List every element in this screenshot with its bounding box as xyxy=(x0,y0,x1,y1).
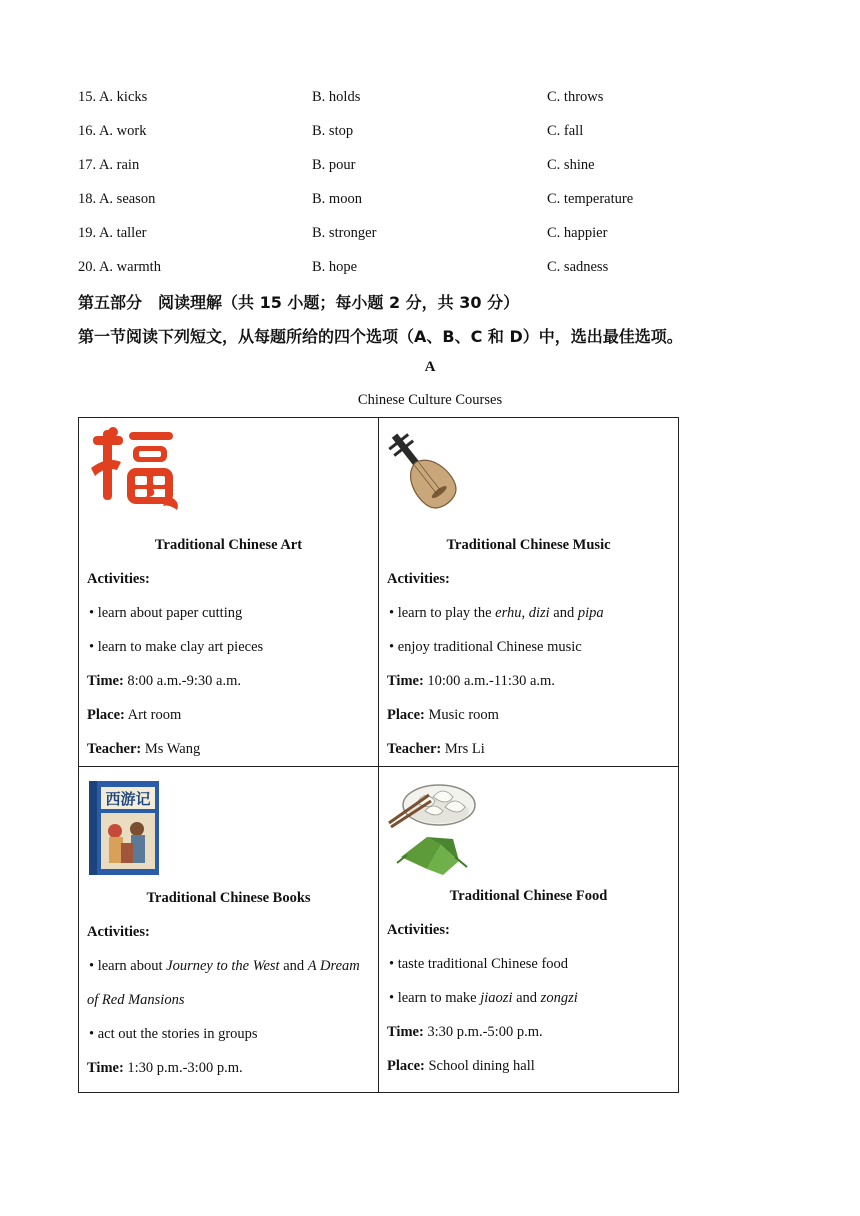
activity-item: • learn to make clay art pieces xyxy=(89,639,264,655)
option-a: 15. A. kicks xyxy=(78,89,148,105)
option-row-16 xyxy=(78,123,778,143)
option-b: B. stronger xyxy=(312,225,377,241)
option-c: C. happier xyxy=(547,225,608,241)
time-row: Time: 10:00 a.m.-11:30 a.m. xyxy=(387,673,555,689)
pipa-icon xyxy=(387,426,670,522)
place-row: Place: School dining hall xyxy=(387,1058,535,1074)
section-heading: 第一节阅读下列短文，从每题所给的四个选项（A、B、C 和 D）中，选出最佳选项。 xyxy=(78,327,683,346)
option-c: C. temperature xyxy=(547,191,634,207)
option-b: B. holds xyxy=(312,89,361,105)
option-c: C. shine xyxy=(547,157,595,173)
place-row: Place: Art room xyxy=(87,707,182,723)
course-name: Traditional Chinese Food xyxy=(449,888,608,904)
course-cell-art xyxy=(79,418,379,767)
option-a: 17. A. rain xyxy=(78,157,140,173)
activities-label: Activities: xyxy=(387,571,450,587)
dumplings-zongzi-icon xyxy=(387,775,670,879)
part-heading: 第五部分 阅读理解（共 15 小题；每小题 2 分，共 30 分） xyxy=(78,293,520,312)
courses-table xyxy=(78,417,679,1093)
option-row-20 xyxy=(78,259,778,279)
activity-item: • taste traditional Chinese food xyxy=(389,956,569,972)
course-name: Traditional Chinese Art xyxy=(154,537,303,553)
activity-item: • learn to make jiaozi and zongzi xyxy=(389,990,578,1006)
option-b: B. pour xyxy=(312,157,356,173)
option-a: 18. A. season xyxy=(78,191,156,207)
option-c: C. fall xyxy=(547,123,584,139)
option-row-18 xyxy=(78,191,778,211)
option-c: C. throws xyxy=(547,89,604,105)
activities-label: Activities: xyxy=(387,922,450,938)
activity-item: • learn about Journey to the West and A Dream xyxy=(89,958,360,974)
activity-item: • learn to play the erhu, dizi and pipa xyxy=(389,605,604,621)
place-row: Place: Music room xyxy=(387,707,499,723)
option-row-15 xyxy=(78,89,778,109)
passage-letter: A xyxy=(424,359,436,375)
course-name: Traditional Chinese Music xyxy=(446,537,611,553)
book-icon xyxy=(87,779,370,875)
option-a: 16. A. work xyxy=(78,123,147,139)
time-row: Time: 1:30 p.m.-3:00 p.m. xyxy=(87,1060,243,1076)
option-row-19 xyxy=(78,225,778,245)
option-c: C. sadness xyxy=(547,259,609,275)
option-a: 19. A. taller xyxy=(78,225,147,241)
activities-label: Activities: xyxy=(87,924,150,940)
time-row: Time: 3:30 p.m.-5:00 p.m. xyxy=(387,1024,543,1040)
option-b: B. stop xyxy=(312,123,354,139)
time-row: Time: 8:00 a.m.-9:30 a.m. xyxy=(87,673,241,689)
option-row-17 xyxy=(78,157,778,177)
course-name: Traditional Chinese Books xyxy=(146,890,311,906)
course-cell-music xyxy=(379,418,679,767)
course-cell-food xyxy=(379,767,679,1093)
table-title: Chinese Culture Courses xyxy=(357,392,503,408)
option-b: B. hope xyxy=(312,259,358,275)
fu-character-icon xyxy=(87,426,370,522)
activity-item: • learn about paper cutting xyxy=(89,605,243,621)
option-a: 20. A. warmth xyxy=(78,259,161,275)
course-cell-books xyxy=(79,767,379,1093)
activity-item: • enjoy traditional Chinese music xyxy=(389,639,582,655)
teacher-row: Teacher: Ms Wang xyxy=(87,741,201,757)
option-b: B. moon xyxy=(312,191,362,207)
activity-item-continued: of Red Mansions xyxy=(87,992,185,1008)
teacher-row: Teacher: Mrs Li xyxy=(387,741,485,757)
activities-label: Activities: xyxy=(87,571,150,587)
activity-item: • act out the stories in groups xyxy=(89,1026,258,1042)
svg-text:西游记: 西游记 xyxy=(105,790,151,808)
